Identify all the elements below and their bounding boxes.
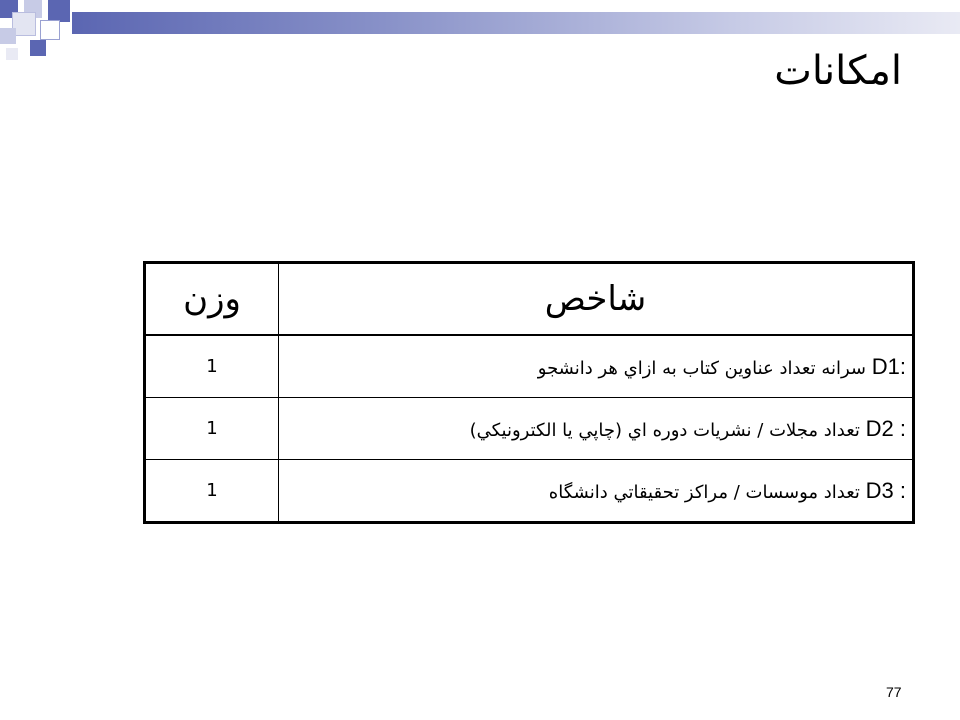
criterion-text: تعداد مجلات / نشريات دوره اي (چاپي يا الكترونيكي): [469, 419, 860, 441]
deco-square-icon: [0, 28, 16, 44]
criterion-code: D3 :: [865, 477, 906, 503]
criterion-cell: [279, 398, 914, 460]
weight-header: وزن: [145, 263, 279, 336]
deco-square-icon: [6, 48, 18, 60]
criteria-table: [143, 261, 915, 524]
deco-square-icon: [40, 20, 60, 40]
deco-square-icon: [48, 0, 70, 22]
criterion-text: تعداد موسسات / مراكز تحقيقاتي دانشگاه: [548, 481, 860, 503]
weight-cell: 1: [145, 460, 279, 523]
table-row: [145, 398, 914, 460]
criterion-header: شاخص: [279, 263, 914, 336]
criterion-text: سرانه تعداد عناوين كتاب به ازاي هر دانشجو: [537, 357, 867, 379]
page-number: 77: [886, 684, 902, 700]
criterion-code: D1:: [871, 353, 906, 379]
table-row: [145, 335, 914, 398]
criterion-cell: [279, 335, 914, 398]
slide-title: امکانات: [774, 48, 902, 94]
criterion-cell: [279, 460, 914, 523]
weight-cell: 1: [145, 398, 279, 460]
header-bar: [72, 12, 960, 34]
weight-cell: 1: [145, 335, 279, 398]
table-row: [145, 460, 914, 523]
criterion-code: D2 :: [865, 415, 906, 441]
deco-square-icon: [30, 40, 46, 56]
table-header-row: [145, 263, 914, 336]
